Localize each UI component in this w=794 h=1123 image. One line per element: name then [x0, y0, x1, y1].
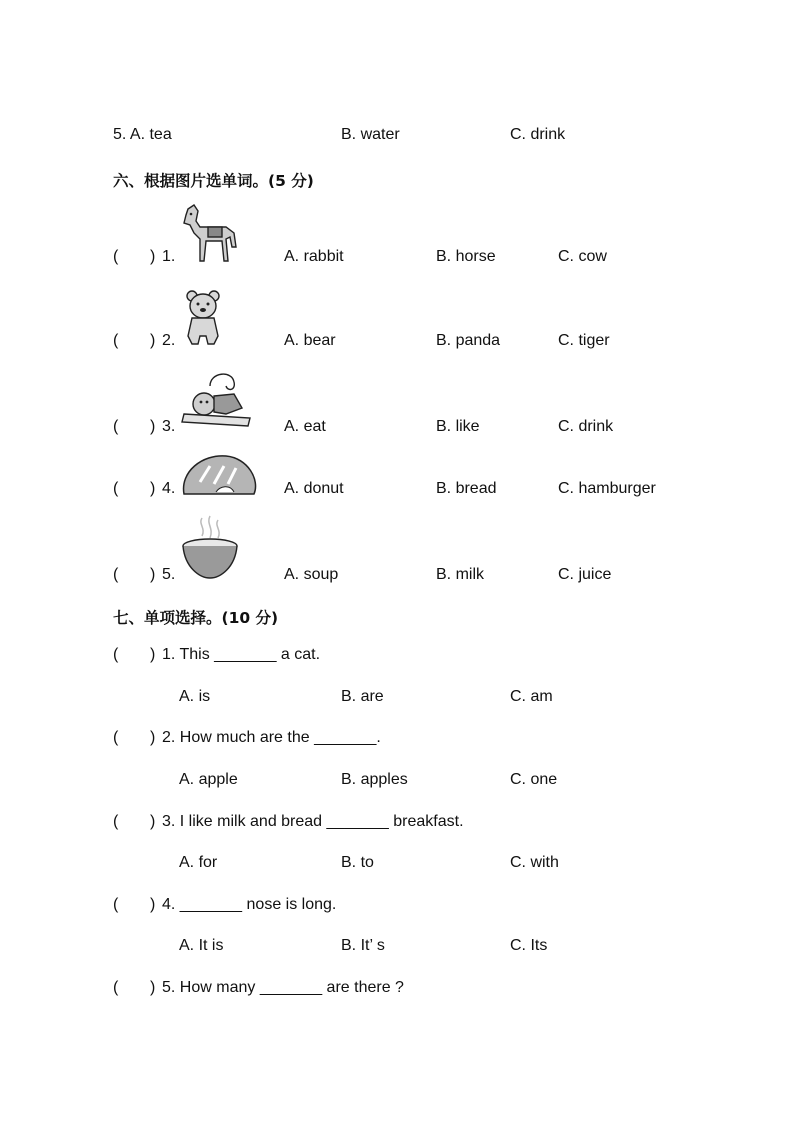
answer-paren-close: )	[150, 896, 156, 913]
item-number: 3.	[162, 418, 176, 435]
question-stem: 3. I like milk and bread _______ breakfast.	[162, 813, 464, 830]
option-c: C. juice	[558, 566, 612, 583]
option-b: B. horse	[436, 248, 496, 265]
option-b: B. It’ s	[341, 937, 385, 954]
answer-paren-open: (	[113, 979, 119, 996]
answer-paren-open: (	[113, 480, 119, 497]
answer-paren-close: )	[150, 248, 156, 265]
answer-paren-open: (	[113, 729, 119, 746]
answer-paren-close: )	[150, 480, 156, 497]
option-c: C. tiger	[558, 332, 610, 349]
soup-bowl-icon	[180, 514, 240, 584]
option-b: B. are	[341, 688, 384, 705]
item-number: 4.	[162, 480, 176, 497]
bear-icon	[184, 288, 222, 348]
option-c: C. Its	[510, 937, 548, 954]
option-b: B. like	[436, 418, 480, 435]
item-number: 2.	[162, 332, 176, 349]
option-b: B. milk	[436, 566, 484, 583]
option-b: B. bread	[436, 480, 497, 497]
prev-question-option-a: 5. A. tea	[113, 126, 172, 143]
option-a: A. It is	[179, 937, 224, 954]
prev-question-option-b: B. water	[341, 126, 400, 143]
answer-paren-close: )	[150, 566, 156, 583]
option-a: A. bear	[284, 332, 336, 349]
option-b: B. to	[341, 854, 374, 871]
monkey-eating-icon	[180, 368, 252, 432]
question-stem: 2. How much are the _______.	[162, 729, 381, 746]
option-a: A. for	[179, 854, 218, 871]
option-a: A. donut	[284, 480, 344, 497]
answer-paren-open: (	[113, 248, 119, 265]
question-stem: 5. How many _______ are there ?	[162, 979, 404, 996]
answer-paren-close: )	[150, 813, 156, 830]
option-a: A. apple	[179, 771, 238, 788]
option-c: C. am	[510, 688, 553, 705]
option-a: A. rabbit	[284, 248, 344, 265]
option-b: B. panda	[436, 332, 501, 349]
answer-paren-open: (	[113, 813, 119, 830]
bread-icon	[180, 452, 258, 498]
answer-paren-open: (	[113, 566, 119, 583]
section-6-heading: 六、根据图片选单词。(5 分)	[113, 172, 314, 190]
answer-paren-open: (	[113, 646, 119, 663]
question-stem: 1. This _______ a cat.	[162, 646, 321, 663]
answer-paren-close: )	[150, 979, 156, 996]
option-a: A. soup	[284, 566, 339, 583]
answer-paren-close: )	[150, 729, 156, 746]
section-7-heading: 七、单项选择。(10 分)	[113, 609, 279, 627]
option-a: A. eat	[284, 418, 326, 435]
question-stem: 4. _______ nose is long.	[162, 896, 337, 913]
horse-icon	[180, 203, 240, 265]
option-a: A. is	[179, 688, 211, 705]
answer-paren-open: (	[113, 418, 119, 435]
prev-question-option-c: C. drink	[510, 126, 566, 143]
answer-paren-close: )	[150, 646, 156, 663]
option-b: B. apples	[341, 771, 408, 788]
option-c: C. drink	[558, 418, 614, 435]
item-number: 1.	[162, 248, 176, 265]
item-number: 5.	[162, 566, 176, 583]
option-c: C. hamburger	[558, 480, 656, 497]
answer-paren-close: )	[150, 418, 156, 435]
answer-paren-open: (	[113, 896, 119, 913]
option-c: C. one	[510, 771, 558, 788]
answer-paren-open: (	[113, 332, 119, 349]
option-c: C. with	[510, 854, 559, 871]
option-c: C. cow	[558, 248, 607, 265]
answer-paren-close: )	[150, 332, 156, 349]
